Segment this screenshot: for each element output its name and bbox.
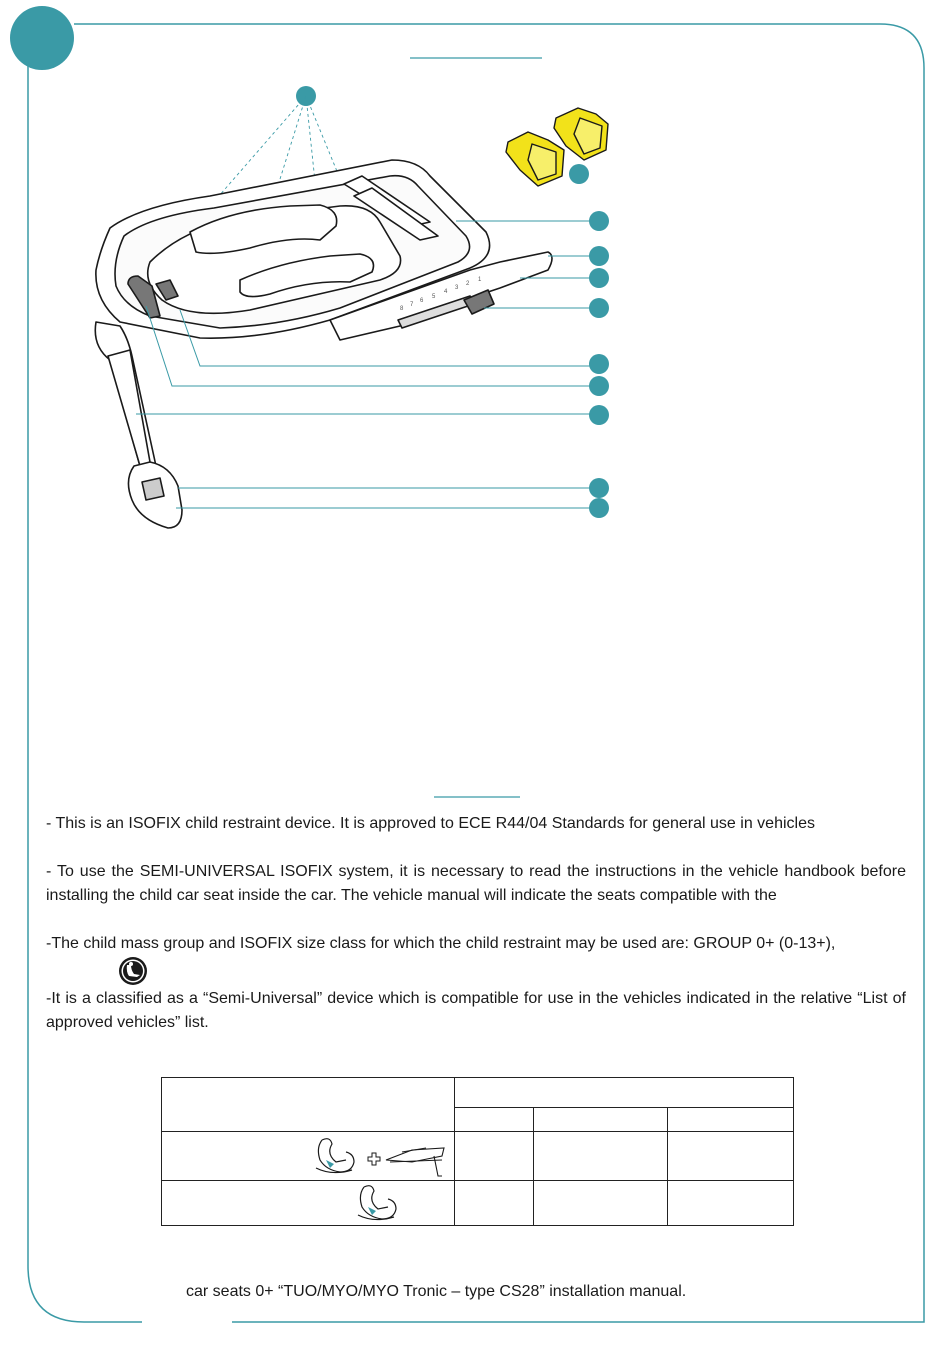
plus-icon <box>367 1152 381 1166</box>
table-subheader-cell <box>455 1108 534 1132</box>
svg-text:6: 6 <box>420 298 424 304</box>
table-subheader-cell <box>534 1108 668 1132</box>
table-cell <box>455 1181 534 1226</box>
compatibility-table <box>161 1077 794 1226</box>
svg-text:3: 3 <box>455 285 459 291</box>
isofix-seat-symbol-icon <box>118 956 148 986</box>
car-seat-icon <box>312 1134 358 1178</box>
paragraph-semi-universal-instructions: - To use the SEMI-UNIVERSAL ISOFIX system, it is necessary to read the instructions in the vehicle handbook before installing the child car seat inside the car. The vehicle manual will indicate the seats compatible with the <box>46 863 906 904</box>
svg-text:2: 2 <box>466 281 470 287</box>
table-row <box>162 1181 794 1226</box>
callout-dots <box>589 211 609 518</box>
svg-text:7: 7 <box>410 302 414 308</box>
paragraph-mass-group: -The child mass group and ISOFIX size class for which the child restraint may be used are: GROUP 0+ (0-13+), <box>46 935 836 952</box>
table-cell <box>162 1132 455 1181</box>
car-seat-icon <box>354 1181 400 1225</box>
isofix-base-icon <box>382 1140 448 1180</box>
table-subheader-cell <box>668 1108 794 1132</box>
svg-text:5: 5 <box>432 294 436 300</box>
table-header-cell <box>455 1078 794 1108</box>
table-header-cell <box>162 1078 455 1132</box>
table-cell <box>668 1132 794 1181</box>
paragraph-semi-universal-class: -It is a classified as a “Semi-Universal” device which is compatible for use in the vehicles indicated in the relative “List of approved vehicles” list. <box>46 990 906 1031</box>
svg-text:1: 1 <box>478 277 482 283</box>
table-cell <box>162 1181 455 1226</box>
table-cell <box>534 1132 668 1181</box>
table-cell <box>534 1181 668 1226</box>
callout-dot-accessory <box>569 164 589 184</box>
footer-text: car seats 0+ “TUO/MYO/MYO Tronic – type CS28” installation manual. <box>186 1283 687 1300</box>
table-row <box>162 1132 794 1181</box>
paragraph-isofix-approval: - This is an ISOFIX child restraint device. It is approved to ECE R44/04 Standards for general use in vehicles <box>46 815 815 832</box>
svg-text:4: 4 <box>444 289 448 295</box>
table-cell <box>668 1181 794 1226</box>
svg-text:8: 8 <box>400 306 404 312</box>
table-cell <box>455 1132 534 1181</box>
table-header-row <box>162 1078 794 1108</box>
